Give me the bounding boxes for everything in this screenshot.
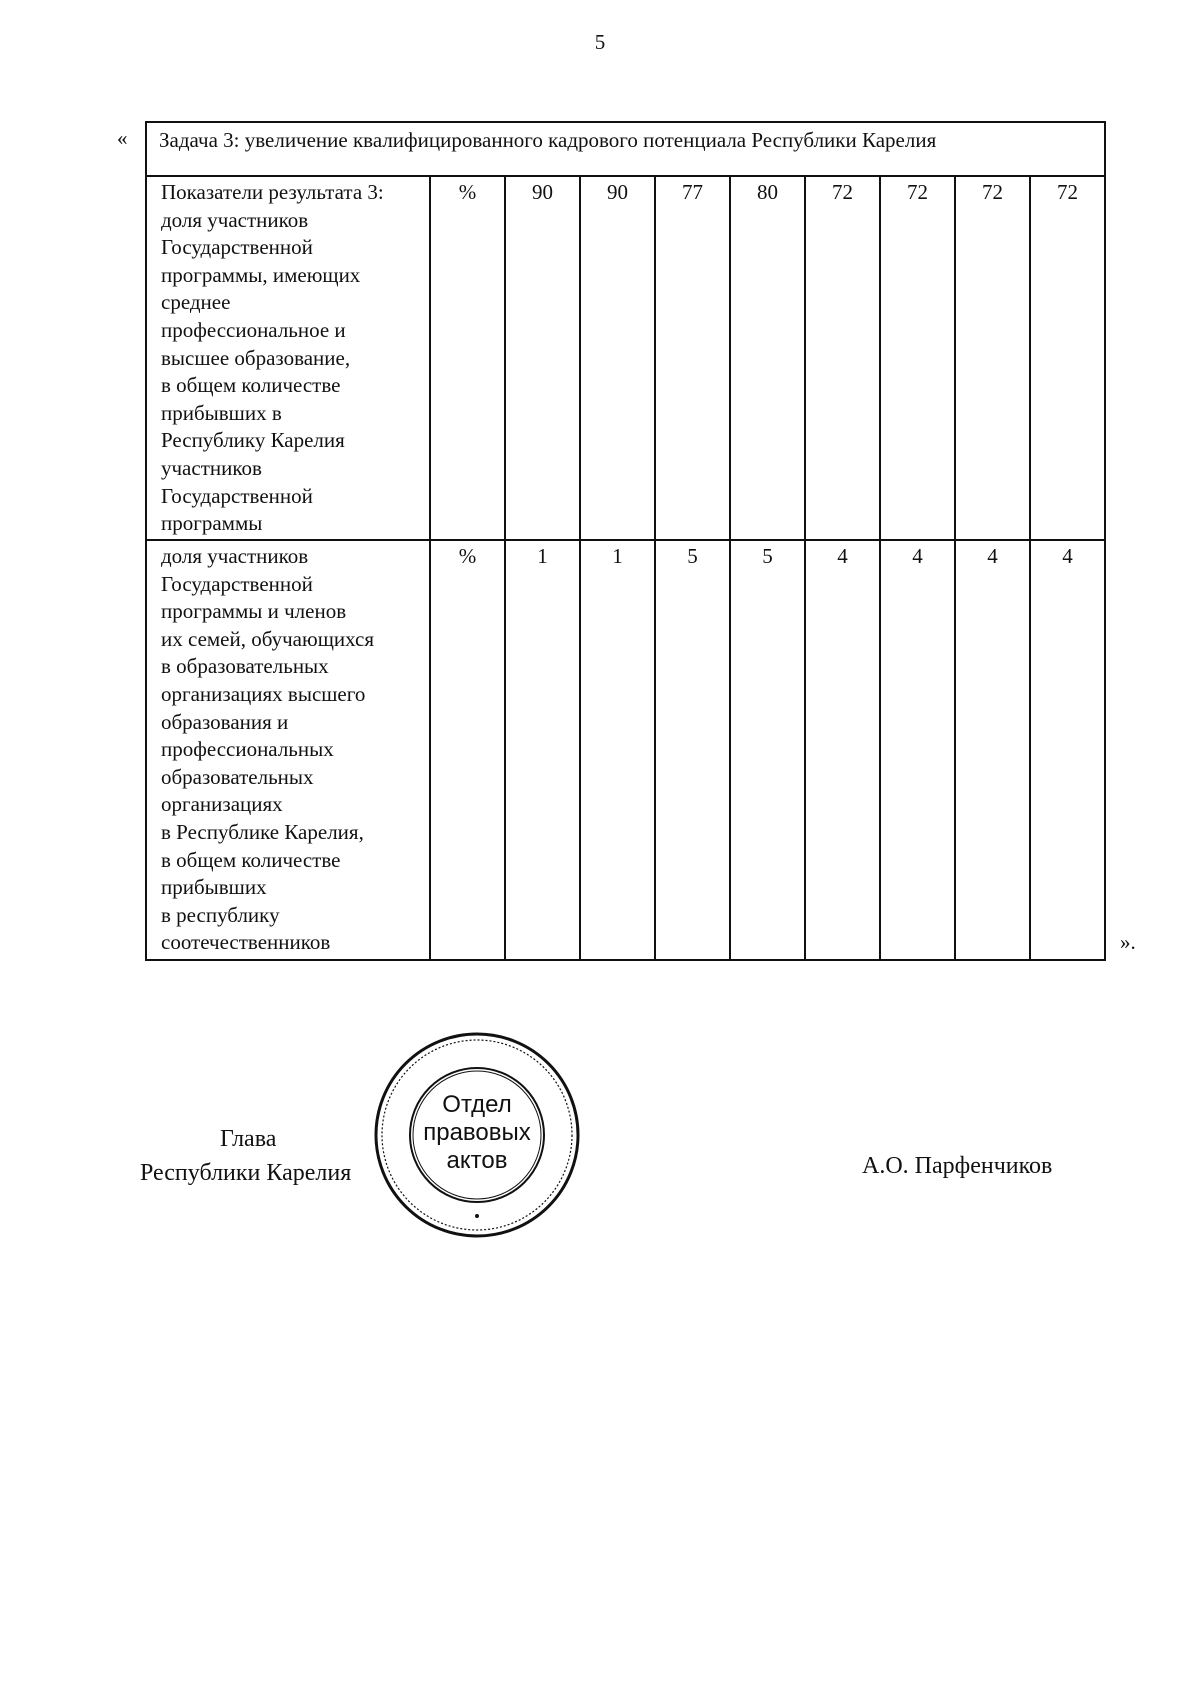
value-cell: 4 (1030, 540, 1105, 960)
label-line: соотечественников (161, 930, 331, 955)
label-line: программы (161, 511, 263, 536)
value-cell: 72 (1030, 176, 1105, 540)
label-line: программы и членов (161, 599, 347, 624)
page-number: 5 (594, 30, 606, 54)
value-cell: 77 (655, 176, 730, 540)
label-line: Республику Карелия (161, 428, 345, 453)
unit-cell: % (430, 540, 505, 960)
label-line: образования и (161, 709, 289, 734)
value-cell: 1 (580, 540, 655, 960)
label-line: профессиональное и (161, 317, 346, 342)
label-line: в образовательных (161, 654, 329, 679)
label-line: их семей, обучающихся (161, 626, 374, 651)
label-line: участников (161, 455, 262, 480)
value-cell: 1 (505, 540, 580, 960)
label-line: Государственной (161, 235, 313, 260)
value-cell: 72 (955, 176, 1030, 540)
task-row (146, 122, 1105, 176)
signatory-title-line1: Глава (220, 1126, 277, 1152)
label-line: Показатели результата 3: (161, 180, 384, 204)
value-cell: 5 (655, 540, 730, 960)
label-line: образовательных (161, 764, 314, 789)
label-line: организациях (161, 792, 283, 817)
signatory-title (140, 1122, 351, 1190)
official-stamp (372, 1030, 582, 1240)
label-line: в общем количестве (161, 373, 341, 398)
value-cell: 90 (505, 176, 580, 540)
value-cell: 4 (955, 540, 1030, 960)
opening-quote: « (117, 126, 128, 150)
label-line: прибывших (161, 875, 267, 900)
label-line: Государственной (161, 571, 313, 596)
table-row (146, 176, 1105, 540)
indicator-label (146, 176, 430, 540)
value-cell: 80 (730, 176, 805, 540)
label-line: в общем количестве (161, 847, 341, 872)
signatory-name: А.О. Парфенчиков (862, 1153, 1053, 1179)
stamp-line-2: правовых (423, 1119, 531, 1146)
label-line: доля участников (161, 207, 309, 232)
indicator-label (146, 540, 430, 960)
value-cell: 5 (730, 540, 805, 960)
task-title: Задача 3: увеличение квалифицированного кадрового потенциала Республики Карелия (146, 122, 1105, 176)
label-line: доля участников (161, 544, 309, 568)
value-cell: 72 (880, 176, 955, 540)
stamp-line-1: Отдел (442, 1091, 512, 1118)
unit-cell: % (430, 176, 505, 540)
signatory-title-line2: Республики Карелия (140, 1160, 352, 1186)
closing-quote: ». (1120, 930, 1136, 954)
label-line: организациях высшего (161, 681, 366, 706)
stamp-line-3: актов (446, 1147, 508, 1174)
label-line: прибывших в (161, 400, 282, 425)
label-line: Государственной (161, 483, 313, 508)
label-line: высшее образование, (161, 345, 351, 370)
indicators-table (145, 121, 1106, 961)
label-line: программы, имеющих (161, 262, 361, 287)
value-cell: 72 (805, 176, 880, 540)
label-line: среднее (161, 290, 231, 315)
label-line: профессиональных (161, 737, 334, 762)
value-cell: 4 (880, 540, 955, 960)
value-cell: 90 (580, 176, 655, 540)
label-line: в республику (161, 902, 280, 927)
value-cell: 4 (805, 540, 880, 960)
table-row (146, 540, 1105, 960)
label-line: в Республике Карелия, (161, 819, 364, 844)
